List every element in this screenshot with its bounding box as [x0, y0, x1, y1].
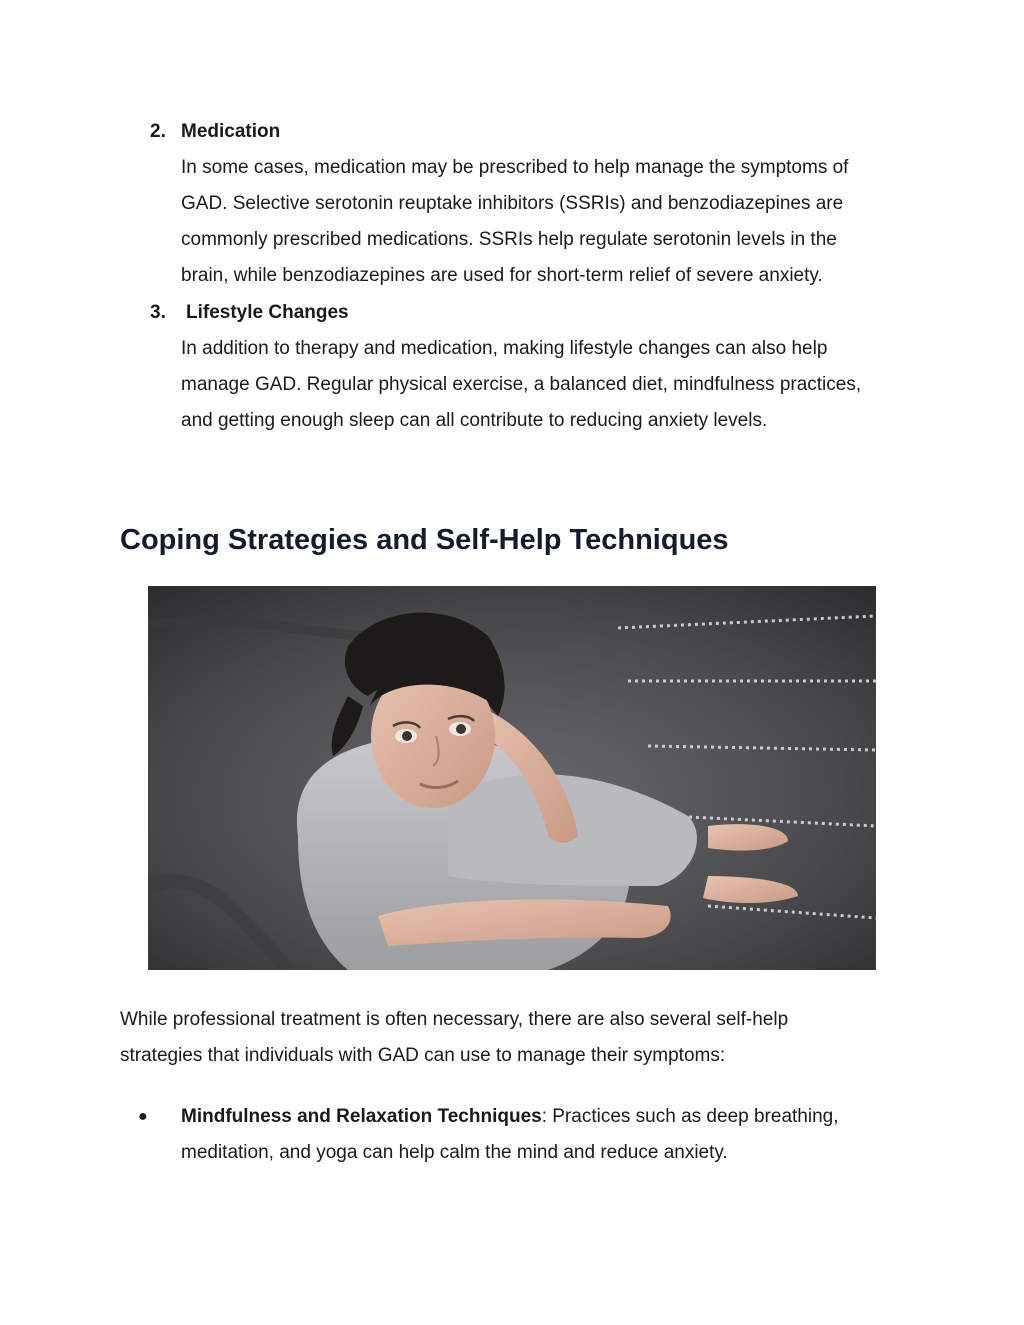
bullet-label: Mindfulness and Relaxation Techniques	[181, 1106, 542, 1127]
paragraph-line: strategies that individuals with GAD can use to manage their symptoms:	[120, 1045, 726, 1066]
section-heading: Coping Strategies and Self-Help Techniques	[120, 524, 729, 556]
bullet-marker: ●	[138, 1108, 148, 1125]
paragraph-line: While professional treatment is often necessary, there are also several self-help	[120, 1009, 789, 1030]
intro-paragraph	[120, 1002, 900, 1074]
list-item-body	[181, 150, 901, 294]
anxious-woman-photo	[148, 586, 876, 970]
list-number: 2.	[150, 121, 166, 142]
body-line: GAD. Selective serotonin reuptake inhibitors (SSRIs) and benzodiazepines are	[181, 193, 844, 214]
list-item-body	[181, 331, 901, 439]
list-item-title: Lifestyle Changes	[186, 302, 349, 323]
photo-illustration	[148, 586, 876, 970]
body-line: brain, while benzodiazepines are used for short-term relief of severe anxiety.	[181, 265, 823, 286]
list-number: 3.	[150, 302, 166, 323]
bullet-text-line: meditation, and yoga can help calm the mind and reduce anxiety.	[181, 1142, 728, 1163]
body-line: commonly prescribed medications. SSRIs help regulate serotonin levels in the	[181, 229, 837, 250]
list-item-title: Medication	[181, 121, 281, 142]
body-line: and getting enough sleep can all contribute to reducing anxiety levels.	[181, 410, 768, 431]
body-line: manage GAD. Regular physical exercise, a balanced diet, mindfulness practices,	[181, 374, 862, 395]
body-line: In addition to therapy and medication, making lifestyle changes can also help	[181, 338, 828, 359]
bullet-text	[181, 1099, 901, 1171]
bullet-text-rest: : Practices such as deep breathing,	[541, 1106, 839, 1127]
body-line: In some cases, medication may be prescribed to help manage the symptoms of	[181, 157, 849, 178]
